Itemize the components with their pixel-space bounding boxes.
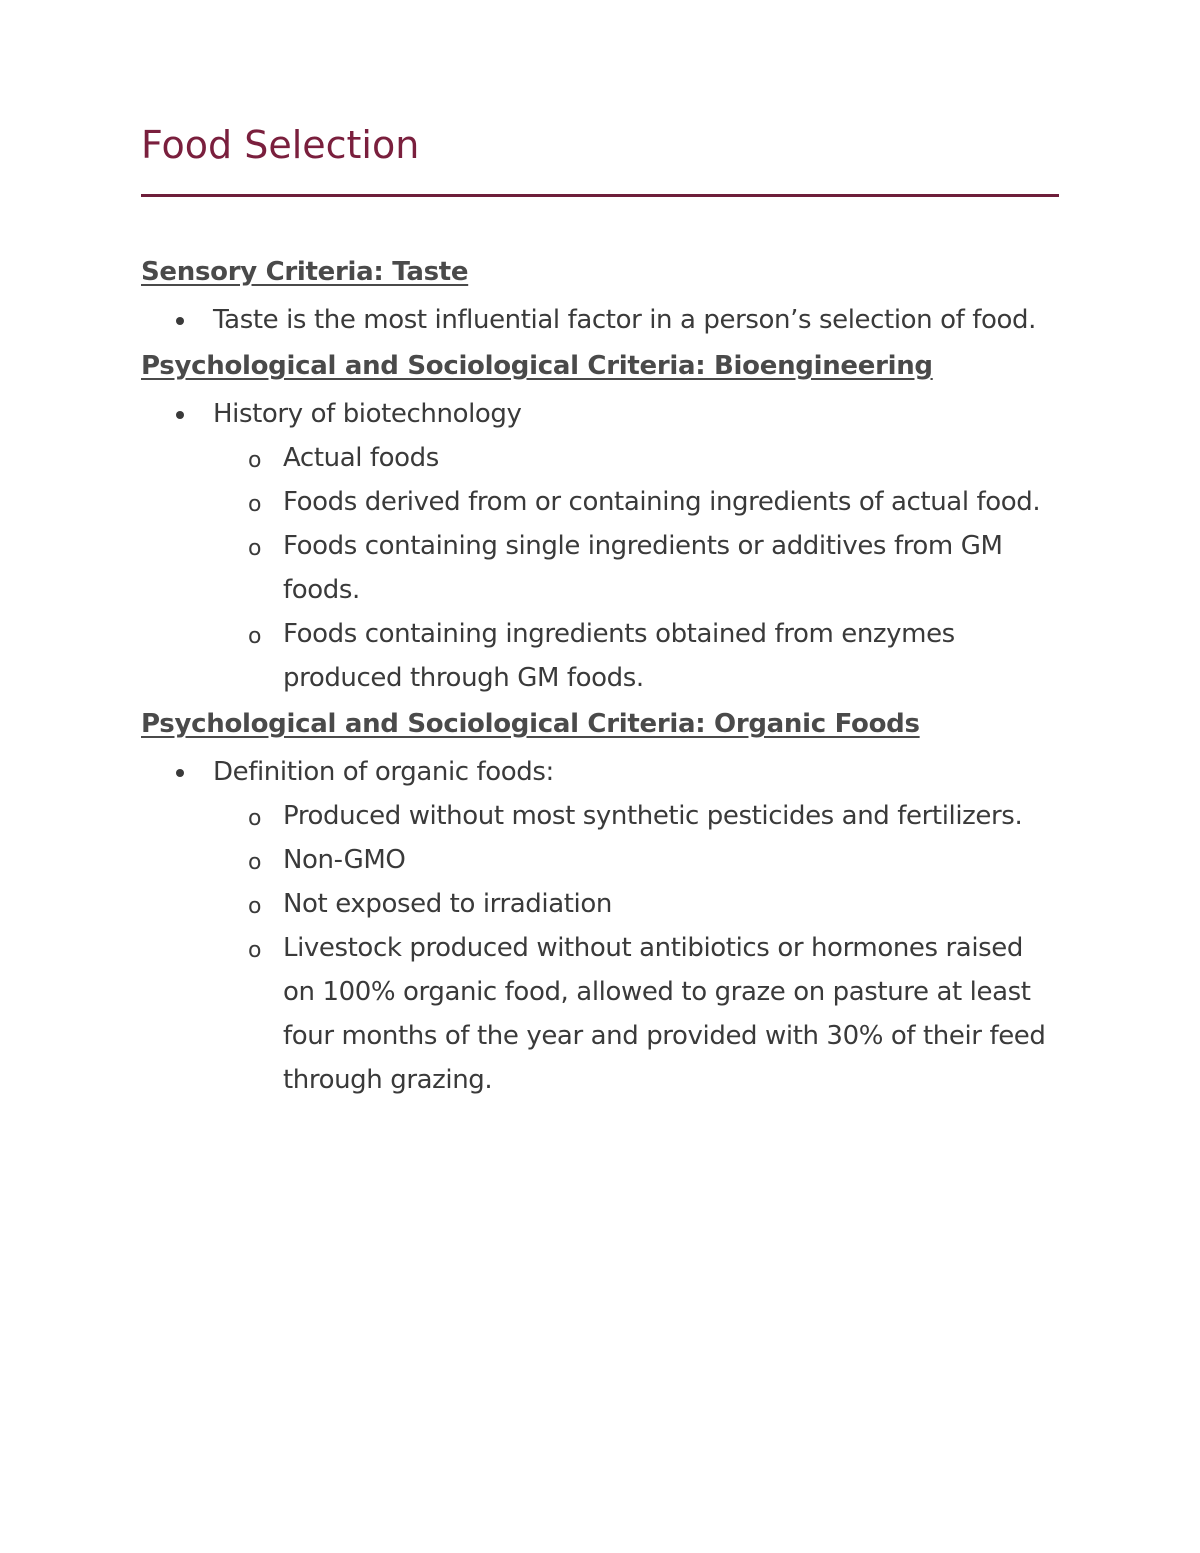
section-heading-bioengineering: Psychological and Sociological Criteria: Bioengineering xyxy=(141,351,933,381)
sub-list-item xyxy=(141,838,1059,882)
sub-list-item xyxy=(141,926,1059,1102)
page-title: Food Selection xyxy=(141,123,420,167)
sub-list-item xyxy=(141,794,1059,838)
circle-bullet-icon: o xyxy=(248,894,262,919)
circle-bullet-icon: o xyxy=(248,938,262,963)
list-item xyxy=(141,298,1059,342)
sub-list-item-text: Not exposed to irradiation xyxy=(283,889,612,919)
sub-list-item xyxy=(141,436,1059,480)
circle-bullet-icon: o xyxy=(248,448,262,473)
list-item-text: Taste is the most influential factor in a person’s selection of food. xyxy=(213,305,1036,335)
list-item xyxy=(141,392,1059,700)
list-item-text: Definition of organic foods: xyxy=(213,757,554,787)
sub-list-item xyxy=(141,524,1059,612)
sub-list-item xyxy=(141,882,1059,926)
circle-bullet-icon: o xyxy=(248,806,262,831)
sub-list-item-text: Actual foods xyxy=(283,443,439,473)
section-heading-taste: Sensory Criteria: Taste xyxy=(141,257,469,287)
list-item-text: History of biotechnology xyxy=(213,399,522,429)
sub-list-item-text: Non-GMO xyxy=(283,845,406,875)
sub-list xyxy=(213,794,1059,1102)
sub-list xyxy=(213,436,1059,700)
bullet-icon xyxy=(176,769,184,777)
bullet-list-taste xyxy=(141,298,1059,342)
sub-list-item-text: Foods containing single ingredients or additives from GM foods. xyxy=(283,531,1003,605)
bullet-icon xyxy=(176,317,184,325)
title-divider xyxy=(141,194,1059,197)
sub-list-item-text: Livestock produced without antibiotics or hormones raised on 100% organic food, allowed to graze on pasture at least four months of the year and provided with 30% of their feed through grazing. xyxy=(283,933,1046,1095)
bullet-list-organic-foods xyxy=(141,750,1059,1102)
circle-bullet-icon: o xyxy=(248,850,262,875)
circle-bullet-icon: o xyxy=(248,624,262,649)
sub-list-item-text: Foods containing ingredients obtained from enzymes produced through GM foods. xyxy=(283,619,955,693)
circle-bullet-icon: o xyxy=(248,492,262,517)
sub-list-item xyxy=(141,480,1059,524)
section-heading-organic-foods: Psychological and Sociological Criteria: Organic Foods xyxy=(141,709,920,739)
sub-list-item-text: Produced without most synthetic pesticides and fertilizers. xyxy=(283,801,1023,831)
sub-list-item-text: Foods derived from or containing ingredients of actual food. xyxy=(283,487,1041,517)
bullet-icon xyxy=(176,411,184,419)
sub-list-item xyxy=(141,612,1059,700)
list-item xyxy=(141,750,1059,1102)
bullet-list-bioengineering xyxy=(141,392,1059,700)
document-page xyxy=(141,118,1059,1102)
circle-bullet-icon: o xyxy=(248,536,262,561)
